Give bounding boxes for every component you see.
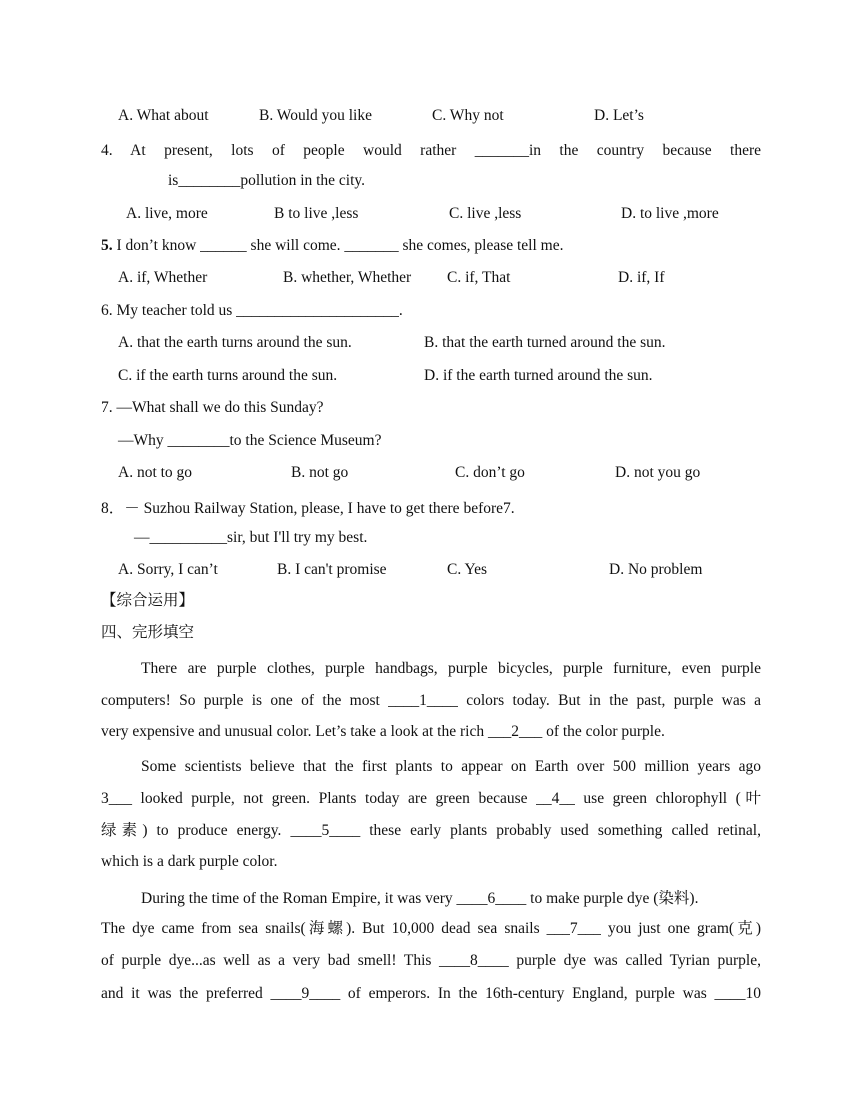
passage-line: which is a dark purple color. bbox=[101, 853, 278, 870]
passage-line: and it was the preferred ____9____ of emperors. In the 16th-century England, purple was ____10 bbox=[101, 985, 761, 1002]
q4-option-a: A. live, more bbox=[126, 205, 208, 222]
q6-stem: 6. My teacher told us _____________________. bbox=[101, 302, 403, 319]
q7-option-d: D. not you go bbox=[615, 464, 701, 481]
q6-option-d: D. if the earth turned around the sun. bbox=[424, 367, 653, 384]
q4-option-b: B to live ,less bbox=[274, 205, 359, 222]
q6-option-a: A. that the earth turns around the sun. bbox=[118, 334, 352, 351]
q5-number: 5. bbox=[101, 237, 113, 254]
passage-line: computers! So purple is one of the most ____1____ colors today. But in the past, purple was a bbox=[101, 692, 761, 709]
passage-line: During the time of the Roman Empire, it was very ____6____ to make purple dye (染料). bbox=[141, 890, 699, 907]
q7-option-b: B. not go bbox=[291, 464, 349, 481]
q5-option-b: B. whether, Whether bbox=[283, 269, 412, 286]
q7-line2: —Why ________to the Science Museum? bbox=[118, 432, 382, 449]
q3-option-d: D. Let’s bbox=[594, 107, 644, 124]
q4-stem-line1: 4. At present, lots of people would rather _______in the country because there bbox=[101, 142, 761, 159]
q5-stem bbox=[101, 237, 563, 255]
q4-stem-line2: is________pollution in the city. bbox=[168, 172, 366, 189]
q6-option-c: C. if the earth turns around the sun. bbox=[118, 367, 338, 384]
passage-line: Some scientists believe that the first plants to appear on Earth over 500 million years ago bbox=[141, 758, 761, 775]
q5-option-d: D. if, If bbox=[618, 269, 665, 286]
q7-option-c: C. don’t go bbox=[455, 464, 525, 481]
q7-line1: 7. —What shall we do this Sunday? bbox=[101, 399, 324, 416]
q8-option-d: D. No problem bbox=[609, 561, 703, 578]
q8-option-c: C. Yes bbox=[447, 561, 488, 578]
q5-option-a: A. if, Whether bbox=[118, 269, 208, 286]
q8-line1: 8．－ Suzhou Railway Station, please, I have to get there before7. bbox=[101, 500, 515, 517]
q3-option-c: C. Why not bbox=[432, 107, 504, 124]
passage-line: very expensive and unusual color. Let’s take a look at the rich ___2___ of the color purple. bbox=[101, 723, 665, 740]
q8-option-a: A. Sorry, I can’t bbox=[118, 561, 218, 578]
q3-option-a: A. What about bbox=[118, 107, 209, 124]
q5-text: I don’t know ______ she will come. _______ she comes, please tell me. bbox=[112, 237, 564, 254]
section-heading: 【综合运用】 bbox=[101, 592, 195, 609]
q3-option-b: B. Would you like bbox=[259, 107, 372, 124]
passage-line: 3___ looked purple, not green. Plants today are green because __4__ use green chlorophyll (叶 bbox=[101, 790, 761, 807]
q7-option-a: A. not to go bbox=[118, 464, 193, 481]
q4-option-c: C. live ,less bbox=[449, 205, 522, 222]
passage-line: The dye came from sea snails(海螺). But 10,000 dead sea snails ___7___ you just one gram(克) bbox=[101, 920, 761, 937]
q8-line2: —__________sir, but I'll try my best. bbox=[134, 529, 368, 546]
q4-option-d: D. to live ,more bbox=[621, 205, 719, 222]
passage-line: 绿素) to produce energy. ____5____ these early plants probably used something called retinal, bbox=[101, 822, 761, 839]
q6-option-b: B. that the earth turned around the sun. bbox=[424, 334, 666, 351]
part-title: 四、完形填空 bbox=[101, 624, 195, 641]
q5-option-c: C. if, That bbox=[447, 269, 511, 286]
passage-line: of purple dye...as well as a very bad smell! This ____8____ purple dye was called Tyrian purple, bbox=[101, 952, 761, 969]
passage-line: There are purple clothes, purple handbags, purple bicycles, purple furniture, even purple bbox=[141, 660, 761, 677]
q8-option-b: B. I can't promise bbox=[277, 561, 387, 578]
